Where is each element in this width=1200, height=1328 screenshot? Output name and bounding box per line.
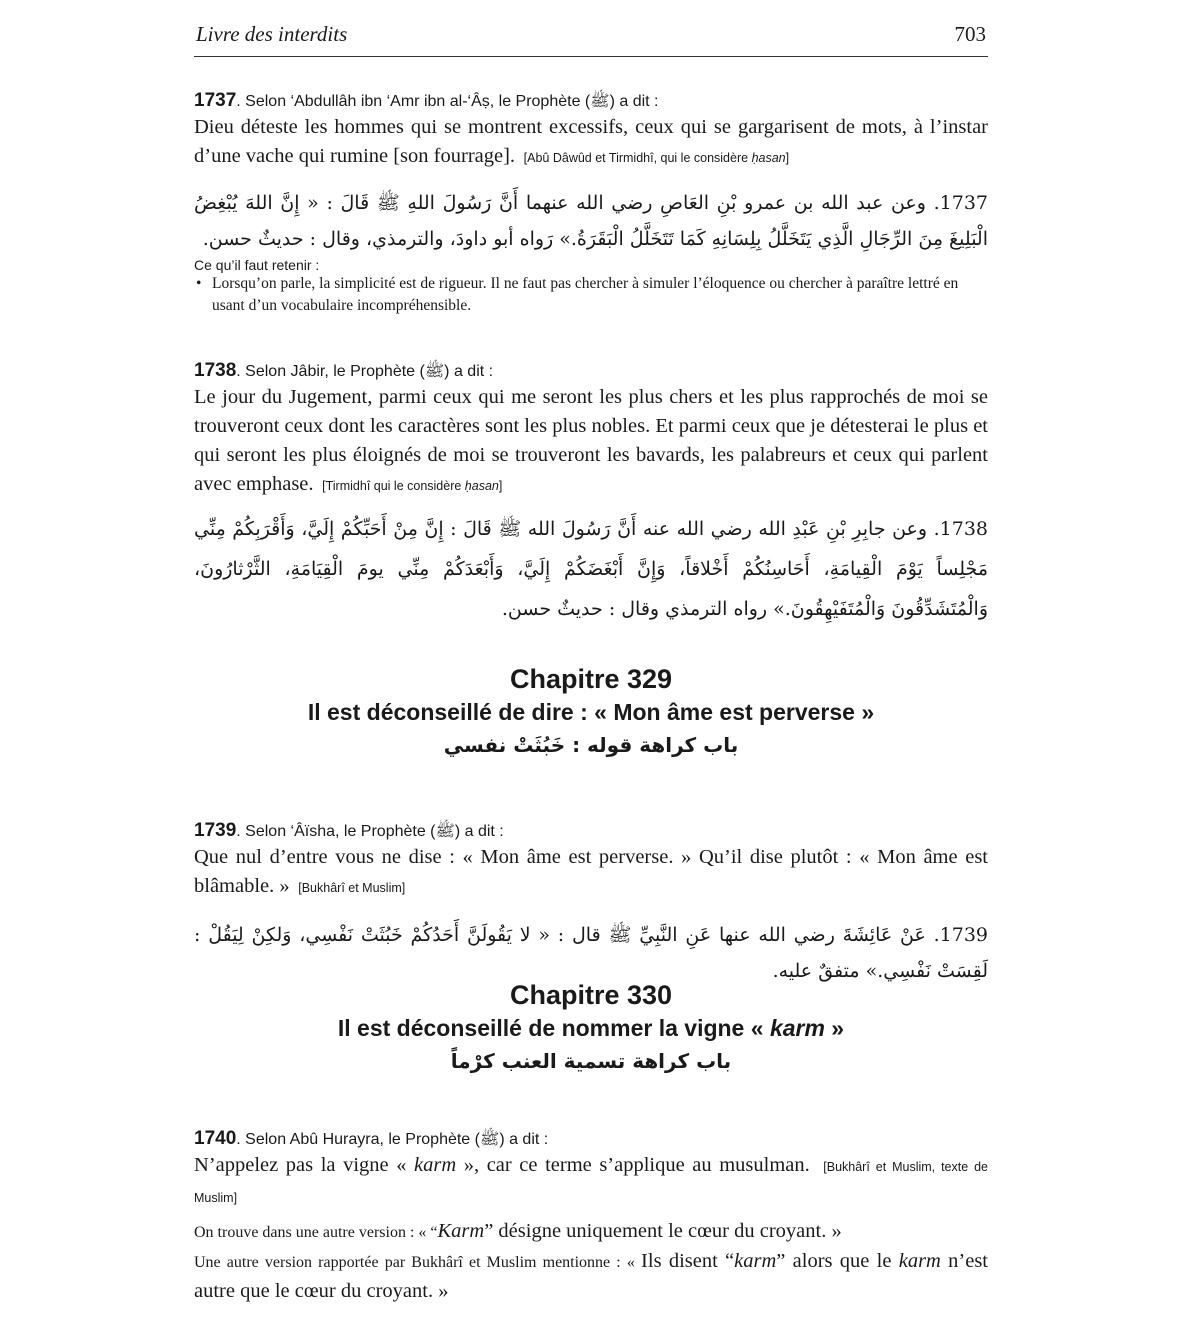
chapter-number: Chapitre 329	[509, 664, 673, 694]
source-grade: ḥasan	[464, 479, 499, 493]
hadith-number: 1737	[194, 90, 237, 111]
source-grade: ḥasan	[751, 151, 786, 165]
hadith-body: Le jour du Jugement, parmi ceux qui me seront les plus chers et les plus rapprochés de moi se trouveront ceux dont les caractères sont les plus nobles. Et parmi ceux que je détesterai le plus et qui seront les plus éloignés de moi se trouveront les bavards, les palabreurs et ceux qui parlent avec emphase.	[194, 386, 988, 495]
hadith-1737	[194, 90, 988, 317]
hadith-body: Que nul d’entre vous ne dise : « Mon âme est perverse. » Qu’il dise plutôt : « Mon âme est blâmable. »	[194, 846, 988, 897]
hadith-1739	[194, 820, 988, 989]
hadith-source	[295, 881, 405, 895]
retenir-label: Ce qu’il faut retenir :	[194, 257, 320, 273]
version-intro: Une autre version rapportée par Bukhârî et Muslim mentionne : «	[194, 1254, 642, 1271]
source-suffix: ]	[785, 151, 790, 165]
hadith-italic-term: karm	[414, 1154, 457, 1176]
hadith-intro: . Selon ‘Âïsha, le Prophète (ﷺ) a dit :	[236, 823, 504, 840]
hadith-number: 1738	[194, 360, 237, 381]
chapter-330-heading	[194, 978, 988, 1078]
other-version-2	[194, 1247, 988, 1306]
hadith-arabic: 1739. عَنْ عَائِشَةَ رضي الله عنها عَنِ النَّبِيِّ ﷺ قال : « لا يَقُولَنَّ أَحَدُكُمْ خَبُثَتْ نَفْسِي، وَلكِنْ لِيَقُلْ : لَقِسَتْ نَفْسِي.» متفقٌ عليه.	[194, 924, 988, 982]
hadith-intro: . Selon Jâbir, le Prophète (ﷺ) a dit :	[236, 363, 494, 380]
chapter-title-part: Il est déconseillé de nommer la vigne «	[337, 1015, 770, 1041]
other-version-1	[194, 1217, 988, 1247]
hadith-text	[194, 383, 988, 501]
chapter-329-heading	[194, 662, 988, 762]
version-italic-term: karm	[734, 1250, 777, 1272]
hadith-number: 1739	[194, 820, 237, 841]
chapter-title-italic: karm	[769, 1015, 825, 1041]
version-italic-term: Karm	[437, 1220, 485, 1242]
version-italic-term: karm	[898, 1250, 941, 1272]
version-text: Ils disent “	[641, 1250, 735, 1272]
version-text: n’est autre que le cœur du croyant. »	[194, 1250, 988, 1302]
hadith-header	[194, 1128, 988, 1151]
hadith-intro: . Selon Abû Hurayra, le Prophète (ﷺ) a dit :	[236, 1131, 549, 1148]
source-prefix: [Tirmidhî qui le considère	[322, 479, 465, 493]
chapter-number: Chapitre 330	[509, 980, 673, 1010]
hadith-header	[194, 360, 988, 383]
source-prefix: [Bukhârî et Muslim]	[298, 881, 406, 895]
source-prefix: [Bukhârî et Muslim, texte de Muslim]	[194, 1160, 988, 1205]
hadith-text	[194, 1151, 988, 1213]
hadith-intro: . Selon ‘Abdullâh ibn ‘Amr ibn al-‘Âṣ, le Prophète (ﷺ) a dit :	[236, 93, 659, 110]
version-text: ” désigne uniquement le cœur du croyant. »	[484, 1220, 842, 1242]
hadith-text	[194, 843, 988, 903]
hadith-text	[194, 113, 988, 173]
chapter-arabic-title: باب كراهة تسمية العنب كرْماً	[450, 1049, 732, 1073]
chapter-title	[194, 1012, 988, 1044]
version-intro: On trouve dans une autre version : « “	[194, 1224, 438, 1241]
hadith-header	[194, 820, 988, 843]
hadith-header	[194, 90, 988, 113]
retenir-text: Lorsqu’on parle, la simplicité est de rigueur. Il ne faut pas chercher à simuler l’éloquence ou chercher à paraître lettré en usant d’un vocabulaire incompréhensible.	[212, 275, 959, 314]
hadith-1738	[194, 360, 988, 629]
source-suffix: ]	[498, 479, 503, 493]
chapter-arabic-title: باب كراهة قوله : خَبُثَتْ نفسي	[443, 733, 739, 757]
running-head	[194, 22, 988, 57]
hadith-arabic: 1737. وعن عبد الله بن عمرو بْنِ العَاصِ رضي الله عنهما أَنَّ رَسُولَ اللهِ ﷺ قَالَ : « إِنَّ اللهَ يُبْغِضُ الْبَلِيغَ مِنَ الرِّجَالِ الَّذِي يَتَخَلَّلُ بِلِسَانِهِ كَمَا تَتَخَلَّلُ الْبَقَرَةُ.» رَواه أبو داودَ، والترمذي، وقال : حديثٌ حسن.	[194, 192, 988, 250]
book-section-title: Livre des interdits	[196, 22, 348, 46]
hadith-body: N’appelez pas la vigne «	[194, 1154, 415, 1176]
version-text: ” alors que le	[776, 1250, 899, 1272]
bullet-icon: •	[196, 275, 202, 292]
hadith-number: 1740	[194, 1128, 237, 1149]
source-prefix: [Abû Dâwûd et Tirmidhî, qui le considère	[523, 151, 752, 165]
hadith-arabic: 1738. وعن جابِرِ بْنِ عَبْدِ الله رضي الله عنه أَنَّ رَسُولَ الله ﷺ قَالَ : إِنَّ مِنْ أَحَبِّكُمْ إِلَيَّ، وَأَقْرَبِكُمْ مِنِّي مَجْلِساً يَوْمَ الْقِيامَةِ، أَحَاسِنُكُمْ أَخْلاقاً، وَإِنَّ أَبْغَضَكُمْ إِلَيَّ، وَأَبْعَدَكُمْ مِنِّي يومَ الْقِيَامَةِ، الثَّرْثارُونَ، وَالْمُتَشَدِّقُونَ وَالْمُتَفَيْهِقُونَ.» رواه الترمذي وقال : حديثٌ حسن.	[194, 518, 988, 620]
hadith-source	[319, 479, 503, 493]
hadith-body: », car ce terme s’applique au musulman.	[456, 1154, 810, 1176]
hadith-source	[520, 151, 789, 165]
chapter-title: Il est déconseillé de dire : « Mon âme est perverse »	[307, 699, 875, 725]
hadith-body: Dieu déteste les hommes qui se montrent excessifs, ceux qui se gargarisent de mots, à l’instar d’une vache qui rumine [son fourrage].	[194, 116, 988, 167]
retenir-item	[194, 273, 988, 317]
chapter-title-part: »	[824, 1015, 845, 1041]
hadith-1740	[194, 1128, 988, 1306]
page-number: 703	[954, 22, 986, 46]
